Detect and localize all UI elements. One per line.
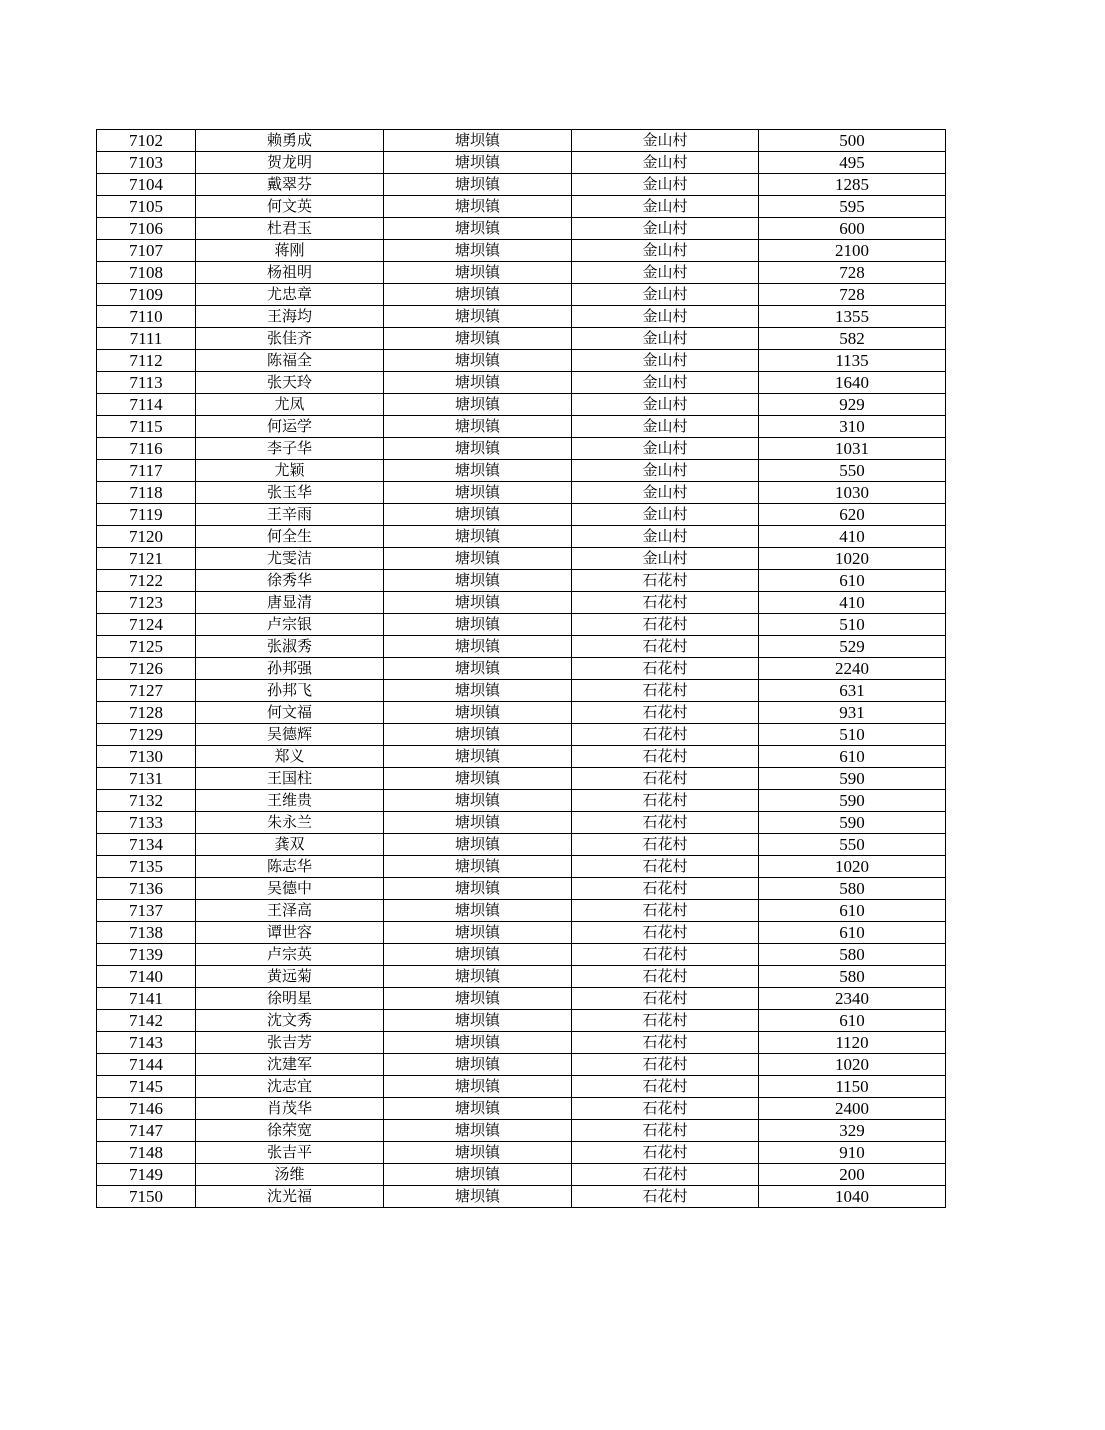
- village-cell: 石花村: [572, 592, 759, 614]
- amount-cell: 728: [759, 262, 946, 284]
- person-name-cell: 郑义: [196, 746, 384, 768]
- row-number-cell: 7134: [97, 834, 196, 856]
- row-number-cell: 7147: [97, 1120, 196, 1142]
- table-row: [97, 1120, 946, 1142]
- town-cell: 塘坝镇: [384, 1142, 572, 1164]
- table-row: [97, 196, 946, 218]
- town-cell: 塘坝镇: [384, 724, 572, 746]
- table-row: [97, 768, 946, 790]
- table-row: [97, 614, 946, 636]
- amount-cell: 1135: [759, 350, 946, 372]
- town-cell: 塘坝镇: [384, 284, 572, 306]
- table-row: [97, 328, 946, 350]
- table-row: [97, 1186, 946, 1208]
- amount-cell: 550: [759, 460, 946, 482]
- person-name-cell: 张吉平: [196, 1142, 384, 1164]
- town-cell: 塘坝镇: [384, 548, 572, 570]
- town-cell: 塘坝镇: [384, 900, 572, 922]
- amount-cell: 1020: [759, 548, 946, 570]
- row-number-cell: 7135: [97, 856, 196, 878]
- person-name-cell: 贺龙明: [196, 152, 384, 174]
- person-name-cell: 吴德中: [196, 878, 384, 900]
- amount-cell: 200: [759, 1164, 946, 1186]
- person-name-cell: 杜君玉: [196, 218, 384, 240]
- table-row: [97, 416, 946, 438]
- table-row: [97, 262, 946, 284]
- village-cell: 金山村: [572, 416, 759, 438]
- amount-cell: 510: [759, 614, 946, 636]
- row-number-cell: 7132: [97, 790, 196, 812]
- person-name-cell: 尤雯洁: [196, 548, 384, 570]
- town-cell: 塘坝镇: [384, 1120, 572, 1142]
- town-cell: 塘坝镇: [384, 658, 572, 680]
- town-cell: 塘坝镇: [384, 790, 572, 812]
- table-row: [97, 1076, 946, 1098]
- town-cell: 塘坝镇: [384, 460, 572, 482]
- table-row: [97, 438, 946, 460]
- town-cell: 塘坝镇: [384, 922, 572, 944]
- row-number-cell: 7128: [97, 702, 196, 724]
- amount-cell: 1020: [759, 1054, 946, 1076]
- amount-cell: 610: [759, 900, 946, 922]
- table-row: [97, 504, 946, 526]
- village-cell: 金山村: [572, 482, 759, 504]
- amount-cell: 1120: [759, 1032, 946, 1054]
- town-cell: 塘坝镇: [384, 152, 572, 174]
- town-cell: 塘坝镇: [384, 746, 572, 768]
- town-cell: 塘坝镇: [384, 438, 572, 460]
- amount-cell: 2100: [759, 240, 946, 262]
- village-cell: 石花村: [572, 988, 759, 1010]
- table-row: [97, 284, 946, 306]
- person-name-cell: 张玉华: [196, 482, 384, 504]
- village-cell: 金山村: [572, 130, 759, 152]
- row-number-cell: 7131: [97, 768, 196, 790]
- row-number-cell: 7141: [97, 988, 196, 1010]
- table-row: [97, 1098, 946, 1120]
- village-cell: 石花村: [572, 900, 759, 922]
- row-number-cell: 7117: [97, 460, 196, 482]
- table-row: [97, 636, 946, 658]
- town-cell: 塘坝镇: [384, 1054, 572, 1076]
- person-name-cell: 王辛雨: [196, 504, 384, 526]
- row-number-cell: 7148: [97, 1142, 196, 1164]
- town-cell: 塘坝镇: [384, 1076, 572, 1098]
- village-cell: 石花村: [572, 1032, 759, 1054]
- row-number-cell: 7103: [97, 152, 196, 174]
- person-name-cell: 杨祖明: [196, 262, 384, 284]
- table-row: [97, 240, 946, 262]
- town-cell: 塘坝镇: [384, 1010, 572, 1032]
- town-cell: 塘坝镇: [384, 262, 572, 284]
- village-cell: 金山村: [572, 328, 759, 350]
- village-cell: 石花村: [572, 680, 759, 702]
- table-row: [97, 922, 946, 944]
- row-number-cell: 7129: [97, 724, 196, 746]
- village-cell: 石花村: [572, 1186, 759, 1208]
- amount-cell: 329: [759, 1120, 946, 1142]
- person-name-cell: 卢宗银: [196, 614, 384, 636]
- amount-cell: 1031: [759, 438, 946, 460]
- village-cell: 石花村: [572, 724, 759, 746]
- row-number-cell: 7122: [97, 570, 196, 592]
- row-number-cell: 7140: [97, 966, 196, 988]
- table-row: [97, 1010, 946, 1032]
- village-cell: 金山村: [572, 240, 759, 262]
- row-number-cell: 7113: [97, 372, 196, 394]
- amount-cell: 728: [759, 284, 946, 306]
- amount-cell: 610: [759, 922, 946, 944]
- town-cell: 塘坝镇: [384, 944, 572, 966]
- town-cell: 塘坝镇: [384, 856, 572, 878]
- row-number-cell: 7143: [97, 1032, 196, 1054]
- village-cell: 石花村: [572, 570, 759, 592]
- amount-cell: 580: [759, 944, 946, 966]
- row-number-cell: 7107: [97, 240, 196, 262]
- table-row: [97, 174, 946, 196]
- village-cell: 金山村: [572, 262, 759, 284]
- row-number-cell: 7106: [97, 218, 196, 240]
- village-cell: 石花村: [572, 878, 759, 900]
- table-row: [97, 790, 946, 812]
- table-row: [97, 218, 946, 240]
- amount-cell: 582: [759, 328, 946, 350]
- amount-cell: 931: [759, 702, 946, 724]
- amount-cell: 590: [759, 790, 946, 812]
- row-number-cell: 7139: [97, 944, 196, 966]
- village-cell: 石花村: [572, 1120, 759, 1142]
- amount-cell: 910: [759, 1142, 946, 1164]
- amount-cell: 610: [759, 570, 946, 592]
- village-cell: 石花村: [572, 1054, 759, 1076]
- village-cell: 金山村: [572, 438, 759, 460]
- amount-cell: 929: [759, 394, 946, 416]
- table-row: [97, 570, 946, 592]
- town-cell: 塘坝镇: [384, 350, 572, 372]
- village-cell: 金山村: [572, 372, 759, 394]
- row-number-cell: 7137: [97, 900, 196, 922]
- village-cell: 石花村: [572, 1010, 759, 1032]
- row-number-cell: 7110: [97, 306, 196, 328]
- table-row: [97, 878, 946, 900]
- town-cell: 塘坝镇: [384, 130, 572, 152]
- person-name-cell: 何运学: [196, 416, 384, 438]
- village-cell: 石花村: [572, 636, 759, 658]
- town-cell: 塘坝镇: [384, 570, 572, 592]
- person-name-cell: 卢宗英: [196, 944, 384, 966]
- village-cell: 石花村: [572, 922, 759, 944]
- row-number-cell: 7125: [97, 636, 196, 658]
- table-row: [97, 350, 946, 372]
- amount-cell: 410: [759, 526, 946, 548]
- person-name-cell: 何文福: [196, 702, 384, 724]
- village-cell: 金山村: [572, 174, 759, 196]
- person-name-cell: 尤凤: [196, 394, 384, 416]
- town-cell: 塘坝镇: [384, 416, 572, 438]
- village-cell: 石花村: [572, 614, 759, 636]
- town-cell: 塘坝镇: [384, 328, 572, 350]
- town-cell: 塘坝镇: [384, 240, 572, 262]
- row-number-cell: 7149: [97, 1164, 196, 1186]
- village-cell: 石花村: [572, 1164, 759, 1186]
- town-cell: 塘坝镇: [384, 1186, 572, 1208]
- town-cell: 塘坝镇: [384, 812, 572, 834]
- amount-cell: 310: [759, 416, 946, 438]
- amount-cell: 410: [759, 592, 946, 614]
- person-name-cell: 唐显清: [196, 592, 384, 614]
- amount-cell: 550: [759, 834, 946, 856]
- row-number-cell: 7126: [97, 658, 196, 680]
- person-name-cell: 戴翠芬: [196, 174, 384, 196]
- village-cell: 金山村: [572, 526, 759, 548]
- row-number-cell: 7144: [97, 1054, 196, 1076]
- village-cell: 金山村: [572, 460, 759, 482]
- amount-cell: 1020: [759, 856, 946, 878]
- person-name-cell: 张淑秀: [196, 636, 384, 658]
- village-cell: 石花村: [572, 944, 759, 966]
- person-name-cell: 尤忠章: [196, 284, 384, 306]
- person-name-cell: 陈福全: [196, 350, 384, 372]
- person-name-cell: 黄远菊: [196, 966, 384, 988]
- table-row: [97, 966, 946, 988]
- town-cell: 塘坝镇: [384, 1032, 572, 1054]
- village-cell: 金山村: [572, 218, 759, 240]
- amount-cell: 500: [759, 130, 946, 152]
- table-row: [97, 702, 946, 724]
- row-number-cell: 7108: [97, 262, 196, 284]
- row-number-cell: 7114: [97, 394, 196, 416]
- amount-cell: 529: [759, 636, 946, 658]
- person-name-cell: 尤颖: [196, 460, 384, 482]
- person-name-cell: 蒋刚: [196, 240, 384, 262]
- town-cell: 塘坝镇: [384, 702, 572, 724]
- town-cell: 塘坝镇: [384, 768, 572, 790]
- village-cell: 石花村: [572, 1142, 759, 1164]
- town-cell: 塘坝镇: [384, 966, 572, 988]
- town-cell: 塘坝镇: [384, 680, 572, 702]
- table-row: [97, 548, 946, 570]
- row-number-cell: 7123: [97, 592, 196, 614]
- person-name-cell: 王国柱: [196, 768, 384, 790]
- village-cell: 金山村: [572, 350, 759, 372]
- person-name-cell: 何文英: [196, 196, 384, 218]
- village-cell: 金山村: [572, 284, 759, 306]
- amount-cell: 2400: [759, 1098, 946, 1120]
- table-row: [97, 944, 946, 966]
- town-cell: 塘坝镇: [384, 394, 572, 416]
- village-cell: 石花村: [572, 966, 759, 988]
- village-cell: 石花村: [572, 702, 759, 724]
- village-cell: 石花村: [572, 768, 759, 790]
- row-number-cell: 7142: [97, 1010, 196, 1032]
- row-number-cell: 7105: [97, 196, 196, 218]
- row-number-cell: 7150: [97, 1186, 196, 1208]
- table-row: [97, 152, 946, 174]
- table-row: [97, 130, 946, 152]
- person-name-cell: 肖茂华: [196, 1098, 384, 1120]
- town-cell: 塘坝镇: [384, 636, 572, 658]
- amount-cell: 610: [759, 1010, 946, 1032]
- table-row: [97, 856, 946, 878]
- table-row: [97, 724, 946, 746]
- table-row: [97, 1142, 946, 1164]
- town-cell: 塘坝镇: [384, 1164, 572, 1186]
- person-name-cell: 张佳齐: [196, 328, 384, 350]
- town-cell: 塘坝镇: [384, 372, 572, 394]
- amount-cell: 590: [759, 768, 946, 790]
- row-number-cell: 7138: [97, 922, 196, 944]
- row-number-cell: 7133: [97, 812, 196, 834]
- amount-cell: 1285: [759, 174, 946, 196]
- village-cell: 金山村: [572, 196, 759, 218]
- row-number-cell: 7145: [97, 1076, 196, 1098]
- amount-cell: 610: [759, 746, 946, 768]
- table-row: [97, 658, 946, 680]
- person-name-cell: 沈光福: [196, 1186, 384, 1208]
- person-name-cell: 孙邦强: [196, 658, 384, 680]
- row-number-cell: 7115: [97, 416, 196, 438]
- town-cell: 塘坝镇: [384, 482, 572, 504]
- table-row: [97, 592, 946, 614]
- row-number-cell: 7118: [97, 482, 196, 504]
- town-cell: 塘坝镇: [384, 218, 572, 240]
- person-name-cell: 徐明星: [196, 988, 384, 1010]
- row-number-cell: 7124: [97, 614, 196, 636]
- village-cell: 金山村: [572, 152, 759, 174]
- table-row: [97, 526, 946, 548]
- amount-cell: 510: [759, 724, 946, 746]
- person-name-cell: 张天玲: [196, 372, 384, 394]
- town-cell: 塘坝镇: [384, 174, 572, 196]
- table-row: [97, 1032, 946, 1054]
- person-name-cell: 沈建军: [196, 1054, 384, 1076]
- data-table: [96, 129, 946, 1208]
- row-number-cell: 7116: [97, 438, 196, 460]
- person-name-cell: 王泽高: [196, 900, 384, 922]
- village-cell: 金山村: [572, 394, 759, 416]
- town-cell: 塘坝镇: [384, 988, 572, 1010]
- table-row: [97, 988, 946, 1010]
- town-cell: 塘坝镇: [384, 834, 572, 856]
- village-cell: 金山村: [572, 504, 759, 526]
- row-number-cell: 7102: [97, 130, 196, 152]
- person-name-cell: 何全生: [196, 526, 384, 548]
- person-name-cell: 陈志华: [196, 856, 384, 878]
- row-number-cell: 7146: [97, 1098, 196, 1120]
- table-row: [97, 372, 946, 394]
- table-row: [97, 1164, 946, 1186]
- person-name-cell: 赖勇成: [196, 130, 384, 152]
- village-cell: 金山村: [572, 548, 759, 570]
- person-name-cell: 沈文秀: [196, 1010, 384, 1032]
- row-number-cell: 7112: [97, 350, 196, 372]
- row-number-cell: 7120: [97, 526, 196, 548]
- row-number-cell: 7136: [97, 878, 196, 900]
- amount-cell: 620: [759, 504, 946, 526]
- table-row: [97, 812, 946, 834]
- row-number-cell: 7121: [97, 548, 196, 570]
- town-cell: 塘坝镇: [384, 1098, 572, 1120]
- amount-cell: 600: [759, 218, 946, 240]
- amount-cell: 495: [759, 152, 946, 174]
- amount-cell: 1355: [759, 306, 946, 328]
- person-name-cell: 孙邦飞: [196, 680, 384, 702]
- town-cell: 塘坝镇: [384, 306, 572, 328]
- person-name-cell: 吴德辉: [196, 724, 384, 746]
- person-name-cell: 朱永兰: [196, 812, 384, 834]
- person-name-cell: 龚双: [196, 834, 384, 856]
- row-number-cell: 7111: [97, 328, 196, 350]
- village-cell: 石花村: [572, 746, 759, 768]
- village-cell: 石花村: [572, 1076, 759, 1098]
- row-number-cell: 7119: [97, 504, 196, 526]
- village-cell: 石花村: [572, 1098, 759, 1120]
- village-cell: 金山村: [572, 306, 759, 328]
- table-row: [97, 460, 946, 482]
- person-name-cell: 徐荣宽: [196, 1120, 384, 1142]
- town-cell: 塘坝镇: [384, 614, 572, 636]
- person-name-cell: 张吉芳: [196, 1032, 384, 1054]
- table-row: [97, 834, 946, 856]
- person-name-cell: 谭世容: [196, 922, 384, 944]
- amount-cell: 580: [759, 878, 946, 900]
- row-number-cell: 7127: [97, 680, 196, 702]
- row-number-cell: 7130: [97, 746, 196, 768]
- amount-cell: 2240: [759, 658, 946, 680]
- person-name-cell: 李子华: [196, 438, 384, 460]
- table-body: [97, 130, 946, 1208]
- town-cell: 塘坝镇: [384, 196, 572, 218]
- amount-cell: 1150: [759, 1076, 946, 1098]
- village-cell: 石花村: [572, 812, 759, 834]
- town-cell: 塘坝镇: [384, 592, 572, 614]
- amount-cell: 1640: [759, 372, 946, 394]
- person-name-cell: 徐秀华: [196, 570, 384, 592]
- person-name-cell: 沈志宜: [196, 1076, 384, 1098]
- table-row: [97, 482, 946, 504]
- person-name-cell: 王维贵: [196, 790, 384, 812]
- amount-cell: 1030: [759, 482, 946, 504]
- table-row: [97, 900, 946, 922]
- row-number-cell: 7104: [97, 174, 196, 196]
- town-cell: 塘坝镇: [384, 526, 572, 548]
- town-cell: 塘坝镇: [384, 504, 572, 526]
- amount-cell: 595: [759, 196, 946, 218]
- row-number-cell: 7109: [97, 284, 196, 306]
- table-row: [97, 306, 946, 328]
- amount-cell: 580: [759, 966, 946, 988]
- table-row: [97, 1054, 946, 1076]
- village-cell: 石花村: [572, 790, 759, 812]
- amount-cell: 2340: [759, 988, 946, 1010]
- table-row: [97, 746, 946, 768]
- table-row: [97, 394, 946, 416]
- table-row: [97, 680, 946, 702]
- amount-cell: 1040: [759, 1186, 946, 1208]
- amount-cell: 590: [759, 812, 946, 834]
- person-name-cell: 汤维: [196, 1164, 384, 1186]
- village-cell: 石花村: [572, 834, 759, 856]
- town-cell: 塘坝镇: [384, 878, 572, 900]
- person-name-cell: 王海均: [196, 306, 384, 328]
- village-cell: 石花村: [572, 658, 759, 680]
- village-cell: 石花村: [572, 856, 759, 878]
- amount-cell: 631: [759, 680, 946, 702]
